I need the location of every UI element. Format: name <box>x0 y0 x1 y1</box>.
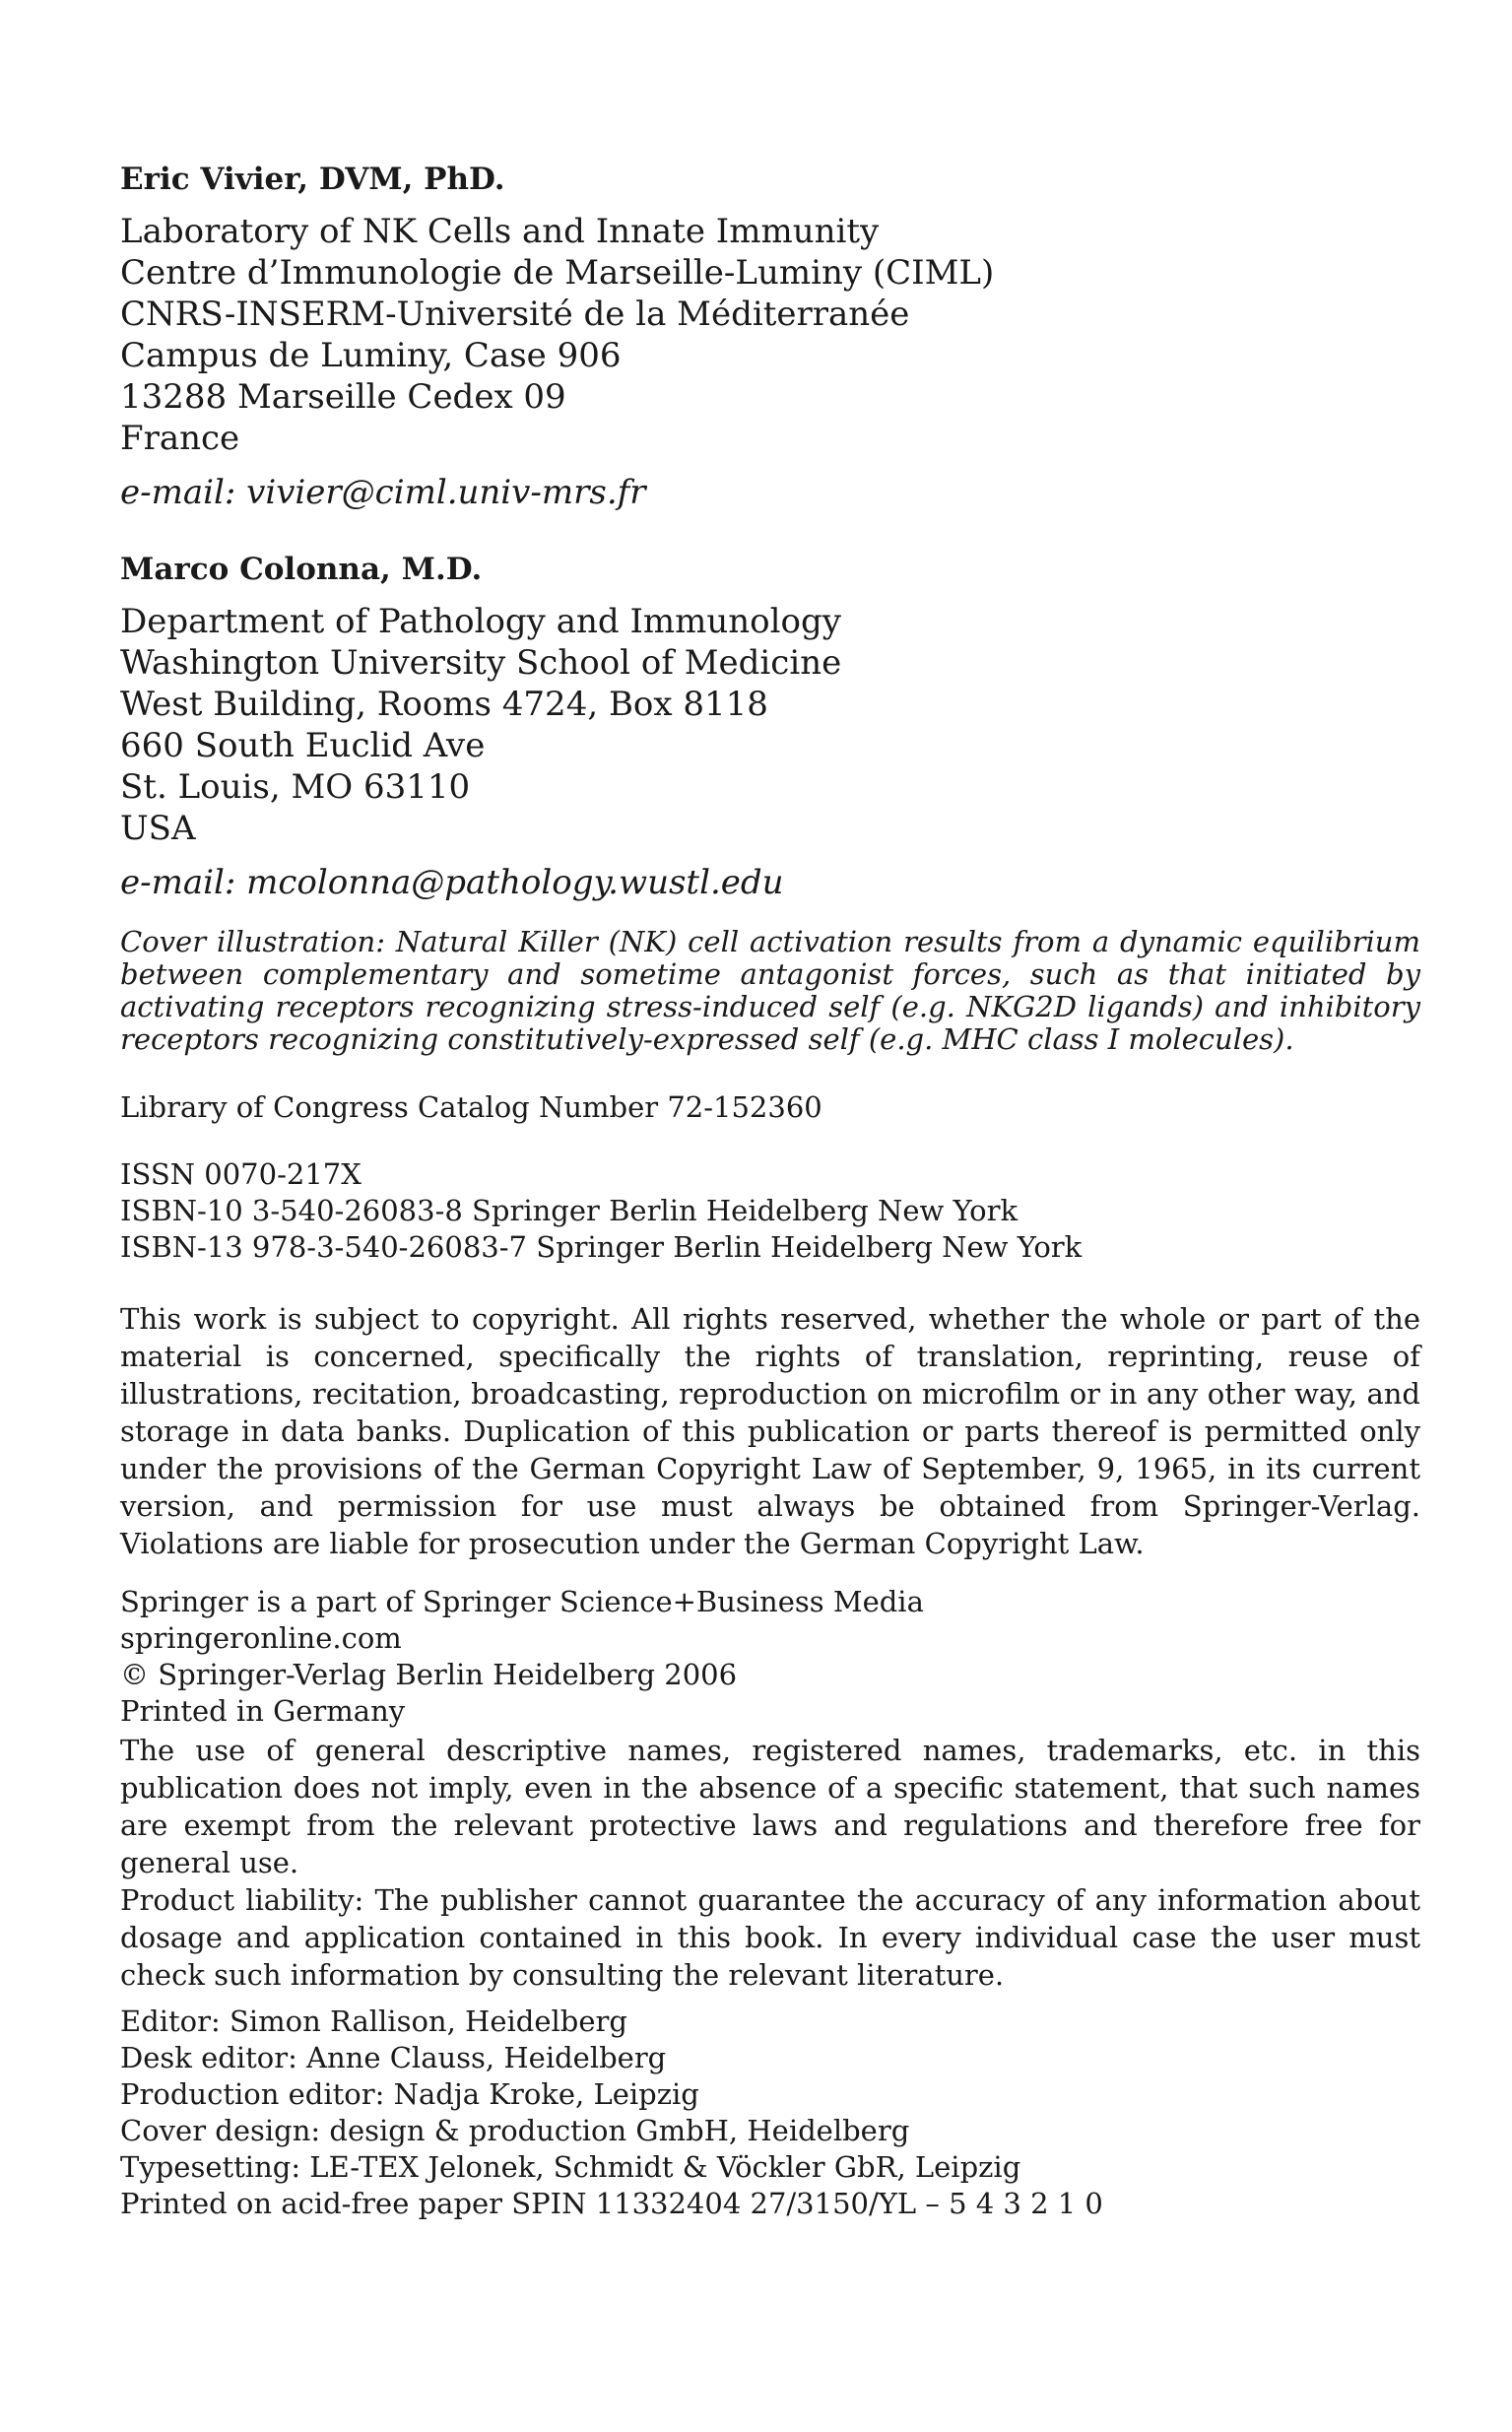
author-1-email: e-mail: vivier@ciml.univ-mrs.fr <box>120 473 646 512</box>
author-1-name: Eric Vivier, DVM, PhD. <box>120 162 505 197</box>
credit-production-editor: Production editor: Nadja Kroke, Leipzig <box>120 2077 699 2111</box>
address-line: Department of Pathology and Immunology <box>120 602 841 641</box>
credit-cover-design: Cover design: design & production GmbH, Heidelberg <box>120 2114 910 2147</box>
address-line: Centre d’Immunologie de Marseille-Luminy (CIML) <box>120 253 995 293</box>
author-2-address <box>120 601 1420 849</box>
loc-catalog-number <box>120 1089 1420 1126</box>
copyright-notice: This work is subject to copyright. All rights reserved, whether the whole or part of the material is concerned, specifically the rights of translation, reprinting, reuse of illustrations, recitation, broadcasting, reproduction on microfilm or in any other way, and storage in data banks. Duplication of this publication or parts thereof is permitted only under the provisions of the German Copyright Law of September, 9, 1965, in its current version, and permission for use must always be obtained from Springer-Verlag. Violations are liable for prosecution under the German Copyright Law. <box>120 1302 1420 1560</box>
legal-notices <box>120 1732 1420 1994</box>
credit-typesetting: Typesetting: LE-TEX Jelonek, Schmidt & Vöckler GbR, Leipzig <box>120 2150 1021 2184</box>
author-2-name: Marco Colonna, M.D. <box>120 552 483 587</box>
author-2-email: e-mail: mcolonna@pathology.wustl.edu <box>120 863 784 902</box>
isbn-10: ISBN-10 3-540-26083-8 Springer Berlin Heidelberg New York <box>120 1194 1019 1227</box>
author-1 <box>120 158 1420 201</box>
author-1-email-block <box>120 471 1420 514</box>
address-line: Campus de Luminy, Case 906 <box>120 336 622 375</box>
publisher-line: Springer is a part of Springer Science+Business Media <box>120 1585 924 1618</box>
publisher-website: springeronline.com <box>120 1621 402 1655</box>
trademark-notice: The use of general descriptive names, registered names, trademarks, etc. in this publication does not imply, even in the absence of a specific statement, that such names are exempt from the relevant protective laws and regulations and therefore free for general use. <box>120 1734 1420 1879</box>
credit-desk-editor: Desk editor: Anne Clauss, Heidelberg <box>120 2041 667 2074</box>
address-line: Laboratory of NK Cells and Innate Immunity <box>120 212 880 251</box>
address-line: 13288 Marseille Cedex 09 <box>120 377 566 417</box>
address-line: France <box>120 419 240 458</box>
printed-in-line: Printed in Germany <box>120 1694 406 1728</box>
address-line: CNRS-INSERM-Université de la Méditerranée <box>120 295 910 334</box>
loc-number: Library of Congress Catalog Number 72-152360 <box>120 1090 822 1124</box>
author-2 <box>120 548 1420 591</box>
isbn-13: ISBN-13 978-3-540-26083-7 Springer Berlin Heidelberg New York <box>120 1230 1083 1264</box>
issn: ISSN 0070-217X <box>120 1157 362 1191</box>
address-line: USA <box>120 809 196 848</box>
liability-notice: Product liability: The publisher cannot guarantee the accuracy of any information about dosage and application contained in this book. In every individual case the user must check such information by consulting the relevant literature. <box>120 1883 1420 1992</box>
credit-printing: Printed on acid-free paper SPIN 11332404 27/3150/YL – 5 4 3 2 1 0 <box>120 2187 1103 2220</box>
author-2-email-block <box>120 861 1420 904</box>
author-1-address <box>120 211 1420 459</box>
identifiers <box>120 1156 1420 1266</box>
publisher-info <box>120 1584 1420 1730</box>
cover-illustration-caption: Cover illustration: Natural Killer (NK) cell activation results from a dynamic equilibrium between complementary and sometime antagonist forces, such as that initiated by activating receptors recognizing stress-induced self (e.g. NKG2D ligands) and inhibitory receptors recognizing constitutively-expressed self (e.g. MHC class I molecules). <box>120 925 1420 1056</box>
address-line: West Building, Rooms 4724, Box 8118 <box>120 685 768 724</box>
credit-editor: Editor: Simon Rallison, Heidelberg <box>120 2005 627 2038</box>
credits <box>120 2004 1420 2222</box>
address-line: Washington University School of Medicine <box>120 643 842 683</box>
address-line: 660 South Euclid Ave <box>120 726 486 765</box>
address-line: St. Louis, MO 63110 <box>120 767 471 807</box>
copyright-line: © Springer-Verlag Berlin Heidelberg 2006 <box>120 1658 738 1691</box>
